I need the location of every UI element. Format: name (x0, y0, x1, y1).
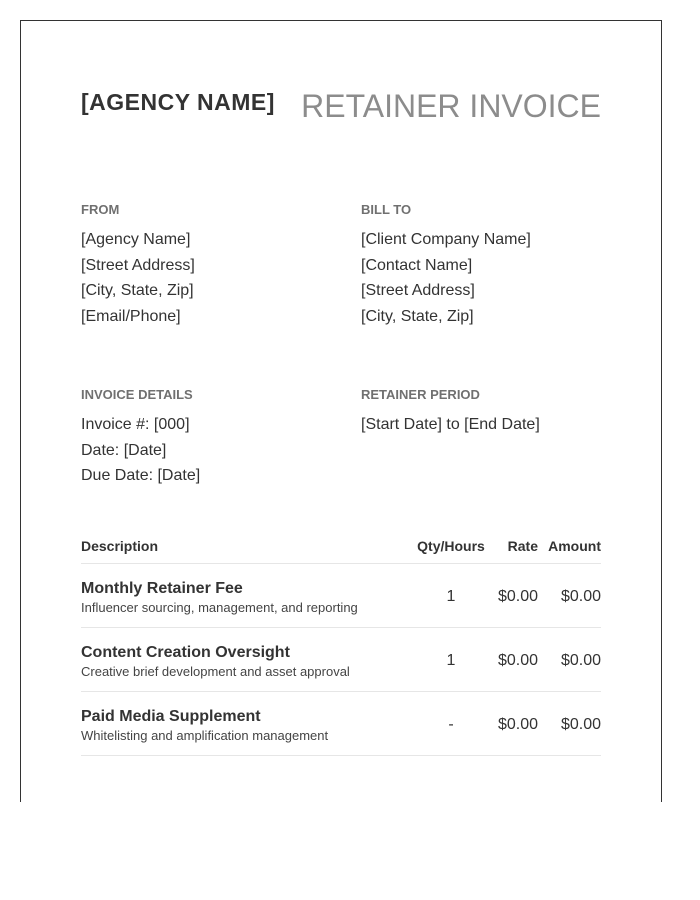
item-rate: $0.00 (497, 716, 538, 733)
agency-name: [AGENCY NAME] (81, 89, 275, 115)
table-header-row (81, 533, 601, 564)
retainer-period-section (361, 387, 621, 438)
item-amount: $0.00 (560, 588, 601, 605)
invoice-header (81, 86, 601, 136)
invoice-details-section (81, 387, 341, 489)
invoice-number: Invoice #: [000] (81, 416, 190, 433)
from-line: [Street Address] (81, 256, 195, 274)
table-row (81, 692, 601, 756)
item-qty: - (448, 716, 454, 733)
retainer-period-value: [Start Date] to [End Date] (361, 416, 540, 433)
column-header-qty: Qty/Hours (417, 538, 485, 554)
from-section (81, 202, 341, 329)
invoice-date: Date: [Date] (81, 441, 167, 459)
line-items-table (81, 533, 601, 756)
table-row (81, 564, 601, 628)
item-title: Monthly Retainer Fee (81, 580, 243, 597)
retainer-period-label: RETAINER PERIOD (361, 387, 480, 402)
invoice-details-label: INVOICE DETAILS (81, 387, 193, 402)
table-row (81, 628, 601, 692)
item-description: Influencer sourcing, management, and reporting (81, 600, 358, 615)
item-qty: 1 (446, 652, 456, 669)
item-title: Content Creation Oversight (81, 644, 290, 661)
item-title: Paid Media Supplement (81, 708, 261, 725)
bill-to-label: BILL TO (361, 202, 412, 217)
invoice-page (20, 20, 662, 802)
invoice-due-date: Due Date: [Date] (81, 467, 201, 484)
item-description: Whitelisting and amplification management (81, 728, 329, 743)
item-rate: $0.00 (497, 652, 538, 669)
column-header-amount: Amount (548, 538, 601, 554)
from-label: FROM (81, 202, 120, 217)
bill-to-line: [Client Company Name] (361, 231, 531, 248)
item-amount: $0.00 (560, 716, 601, 733)
bill-to-line: [Street Address] (361, 282, 475, 299)
bill-to-section (361, 202, 621, 329)
from-line: [Email/Phone] (81, 307, 181, 325)
item-qty: 1 (446, 588, 456, 605)
column-header-rate: Rate (507, 538, 538, 554)
from-line: [Agency Name] (81, 231, 191, 248)
item-amount: $0.00 (560, 652, 601, 669)
column-header-description: Description (81, 538, 159, 554)
item-description: Creative brief development and asset approval (81, 664, 350, 679)
item-rate: $0.00 (497, 588, 538, 605)
bill-to-line: [City, State, Zip] (361, 307, 474, 325)
document-title: RETAINER INVOICE (301, 88, 601, 124)
bill-to-line: [Contact Name] (361, 256, 473, 274)
from-line: [City, State, Zip] (81, 282, 194, 299)
